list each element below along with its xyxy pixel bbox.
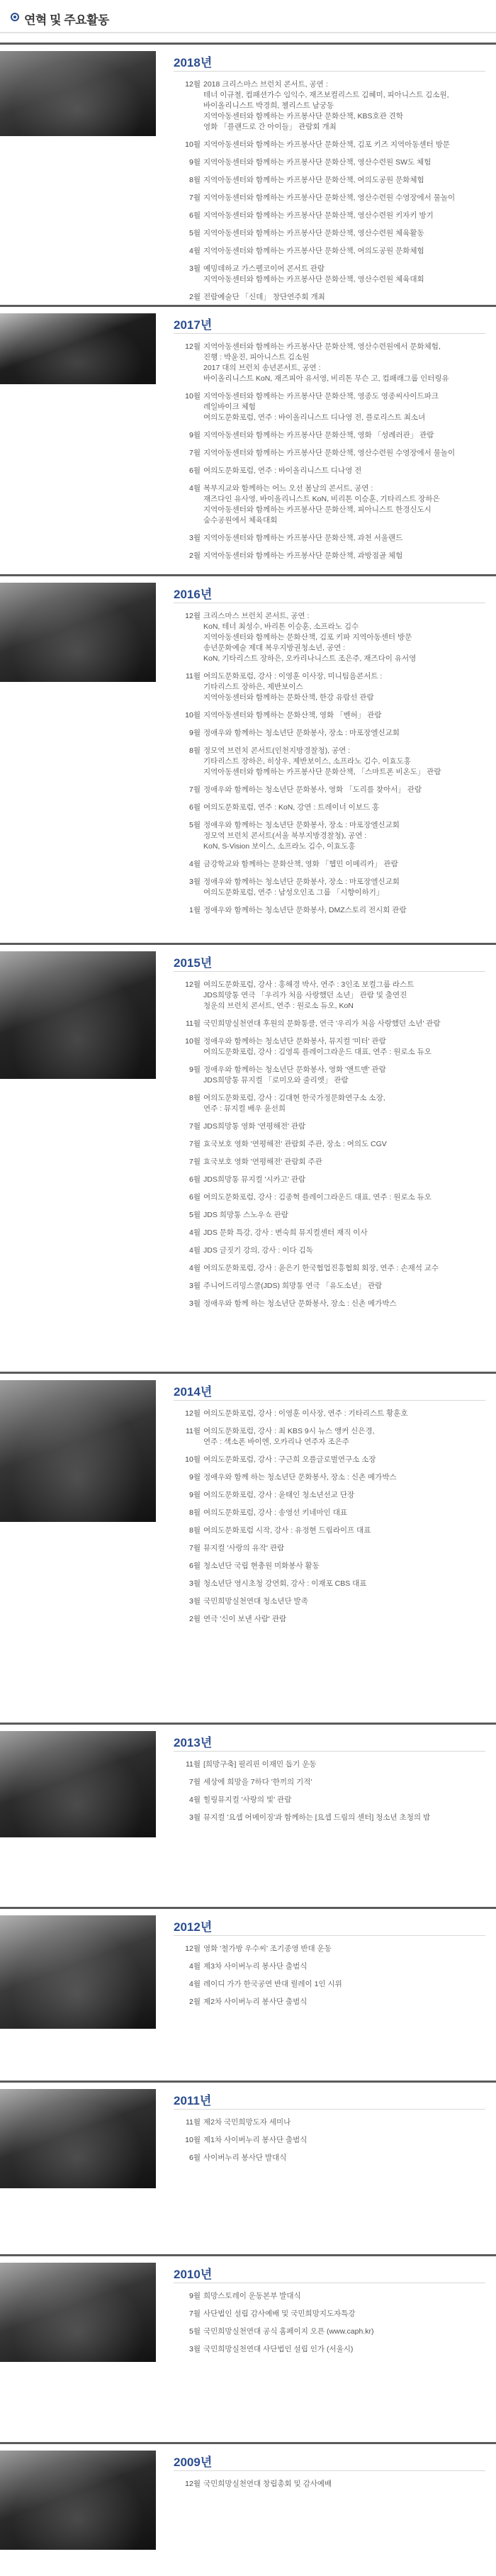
event-item bbox=[174, 1961, 492, 1972]
event-month: 4월 bbox=[189, 247, 201, 255]
event-list bbox=[174, 79, 492, 310]
event-month: 6월 bbox=[189, 803, 201, 812]
year-title: 2015년 bbox=[174, 956, 213, 970]
event-text: 정애우와 함께 하는 청소년단 문화봉사, 장소 : 신촌 메가박스 bbox=[203, 1299, 397, 1308]
event-item bbox=[174, 140, 492, 150]
event-item bbox=[174, 391, 492, 423]
event-item bbox=[174, 1065, 492, 1086]
event-text: JDS 문화 특강, 강사 : 변숙희 뮤지컬센터 재직 이사 bbox=[203, 1228, 368, 1237]
event-month: 7월 bbox=[189, 1122, 201, 1131]
event-item bbox=[174, 1525, 492, 1536]
event-month: 8월 bbox=[189, 1508, 201, 1517]
event-month: 6월 bbox=[189, 1193, 201, 1202]
event-month: 10월 bbox=[185, 1037, 201, 1046]
bullet-icon bbox=[11, 13, 19, 21]
event-text: 지역아동센터와 함께하는 카프봉사단 문화산책, 영산수련원 수영장에서 물놀이 bbox=[203, 194, 456, 202]
event-item bbox=[174, 1299, 492, 1309]
event-text: 지역아동센터와 함께하는 카프봉사단 문화산책, 여의도공원 문화체험 bbox=[203, 176, 424, 184]
event-text: 정애우와 함께하는 청소년단 문화봉사, 뮤지컬 '미터' 관람 여의도문화포럼, 강사 : 김영록 플레이그라운드 대표, 연주 : 원로소 듀오 bbox=[203, 1037, 432, 1056]
event-item bbox=[174, 1192, 492, 1203]
year-top-rule bbox=[0, 43, 496, 45]
event-text: 효국보호 영화 '연평해전' 관람회 주관, 장소 : 여의도 CGV bbox=[203, 1140, 387, 1148]
event-item bbox=[174, 1426, 492, 1447]
year-photo bbox=[0, 583, 156, 682]
year-top-rule bbox=[0, 1723, 496, 1725]
event-month: 8월 bbox=[189, 1526, 201, 1535]
event-month: 1월 bbox=[189, 906, 201, 914]
event-text: 효국보호 영화 '연평해전' 관람회 주관 bbox=[203, 1158, 322, 1166]
event-item bbox=[174, 1979, 492, 1990]
year-photo bbox=[0, 1731, 156, 1837]
event-text: 전람예술단 「신데」 창단연주회 개최 bbox=[203, 293, 325, 301]
event-item bbox=[174, 2291, 492, 2302]
year-photo bbox=[0, 51, 156, 136]
event-item bbox=[174, 785, 492, 795]
event-month: 11월 bbox=[185, 1427, 201, 1435]
event-item bbox=[174, 1139, 492, 1150]
year-title: 2010년 bbox=[174, 2268, 213, 2281]
year-photo bbox=[0, 1915, 156, 2029]
event-text: 제2차 사이버누리 봉사단 출범식 bbox=[203, 1998, 308, 2006]
year-title: 2014년 bbox=[174, 1385, 213, 1399]
event-item bbox=[174, 1777, 492, 1788]
event-month: 4월 bbox=[189, 1980, 201, 1988]
event-item bbox=[174, 1614, 492, 1625]
event-item bbox=[174, 1409, 492, 1419]
year-top-rule bbox=[0, 2081, 496, 2083]
event-item bbox=[174, 859, 492, 870]
event-text: 지역아동센터와 함께하는 카프봉사단 문화산책, 영산수련원 SW도 체험 bbox=[203, 158, 432, 167]
event-month: 2월 bbox=[189, 1615, 201, 1623]
event-item bbox=[174, 551, 492, 561]
year-title: 2009년 bbox=[174, 2455, 213, 2469]
event-month: 8월 bbox=[189, 176, 201, 184]
event-month: 9월 bbox=[189, 1491, 201, 1499]
event-item bbox=[174, 1795, 492, 1805]
year-photo bbox=[0, 2263, 156, 2362]
event-text: 여의도문화포럼 시작, 강사 : 유정현 드림라이프 대표 bbox=[203, 1526, 371, 1535]
event-text: 지역아동센터와 함께하는 카프봉사단 문화산책, 과방점골 체험 bbox=[203, 551, 403, 560]
event-item bbox=[174, 1121, 492, 1132]
section-header bbox=[0, 0, 496, 37]
event-month: 3월 bbox=[189, 264, 201, 273]
header-divider bbox=[0, 32, 496, 33]
event-month: 11월 bbox=[185, 2118, 201, 2127]
event-item bbox=[174, 802, 492, 813]
event-item bbox=[174, 671, 492, 703]
event-month: 12월 bbox=[185, 980, 201, 989]
event-month: 9월 bbox=[189, 431, 201, 439]
event-item bbox=[174, 2479, 492, 2490]
event-month: 10월 bbox=[185, 140, 201, 149]
event-item bbox=[174, 820, 492, 852]
event-list bbox=[174, 1409, 492, 1632]
event-item bbox=[174, 1944, 492, 1954]
event-text: JDS 글짓기 강의, 강사 : 이다 김독 bbox=[203, 1246, 313, 1255]
year-title: 2011년 bbox=[174, 2094, 212, 2107]
event-text: 영화 '철가방 우수씨' 조기종영 반대 운동 bbox=[203, 1944, 332, 1953]
event-month: 5월 bbox=[189, 821, 201, 829]
event-item bbox=[174, 1245, 492, 1256]
event-text: 세상에 희망을 7하다 '한끼의 기적' bbox=[203, 1778, 312, 1786]
event-item bbox=[174, 1093, 492, 1114]
event-month: 6월 bbox=[189, 1175, 201, 1184]
event-text: 여의도문화포럼, 강사 : 최 KBS 9시 뉴스 앵커 신은경, 연주 : 색소폰 바이엔, 오카리나 연주자 조은주 bbox=[203, 1427, 375, 1446]
year-top-rule bbox=[0, 305, 496, 307]
year-title: 2018년 bbox=[174, 56, 213, 69]
event-month: 9월 bbox=[189, 1065, 201, 1074]
event-text: 지역아동센터와 함께하는 카프봉사단 문화산책, 김포 키즈 지역아동센터 방문 bbox=[203, 140, 450, 149]
event-month: 4월 bbox=[189, 1246, 201, 1255]
event-month: 12월 bbox=[185, 2480, 201, 2488]
event-text: 정애우와 함께하는 청소년단 문화봉사, 장소 : 마포장엘신교회 정모역 브런치 콘서트(서울 북부지방경찰청), 공연 : KoN, S-Vision 보이스, 소프라노 김수, 이효도홍 bbox=[203, 821, 400, 851]
event-text: 여의도문화포럼, 강사 : 송영선 키네마인 대표 bbox=[203, 1508, 347, 1517]
event-text: 연극 '신이 보낸 사람' 관람 bbox=[203, 1615, 287, 1623]
event-list bbox=[174, 980, 492, 1316]
event-text: [희망구축] 필리핀 이재민 돕기 운동 bbox=[203, 1760, 317, 1769]
year-top-rule bbox=[0, 1907, 496, 1909]
event-month: 9월 bbox=[189, 1473, 201, 1482]
event-text: 여의도문화포럼, 강사 : 윤은기 한국협업진흥협회 회장, 연주 : 손재석 교수 bbox=[203, 1264, 439, 1272]
event-text: 지역아동센터와 함께하는 카프봉사단 문화산책, 영종도 영종씨사이드파크 레일바이크 체험 여의도문화포럼, 연주 : 바이올리니스트 디나영 전, 플로리스트 최소녀 bbox=[203, 392, 439, 422]
event-item bbox=[174, 466, 492, 476]
year-top-rule bbox=[0, 1372, 496, 1374]
event-month: 7월 bbox=[189, 194, 201, 202]
event-text: 정모역 브런치 콘서트(인천지방경찰청), 공연 : 기타리스트 장하은, 히상우, 제반보이스, 소프라노 김수, 이효도홍 지역아동센터와 함께하는 카프봉사단 문화산책, 「스마트폰 비온도」 관람 bbox=[203, 746, 441, 776]
event-month: 10월 bbox=[185, 2136, 201, 2144]
event-month: 3월 bbox=[189, 2345, 201, 2353]
event-month: 7월 bbox=[189, 1544, 201, 1552]
event-item bbox=[174, 1813, 492, 1823]
event-list bbox=[174, 2291, 492, 2362]
year-title-rule bbox=[174, 2109, 485, 2110]
event-text: 여의도문화포럼, 강사 : 김종혁 플레이그라운드 대표, 연주 : 원로소 듀오 bbox=[203, 1193, 432, 1202]
event-month: 7월 bbox=[189, 1778, 201, 1786]
event-text: 지역아동센터와 함께하는 카프봉사단 문화산책, 영산수련원 키자키 방기 bbox=[203, 211, 434, 220]
year-photo bbox=[0, 2451, 156, 2550]
event-month: 8월 bbox=[189, 746, 201, 755]
event-item bbox=[174, 1759, 492, 1770]
event-month: 7월 bbox=[189, 2309, 201, 2318]
event-item bbox=[174, 746, 492, 778]
event-item bbox=[174, 611, 492, 664]
event-item bbox=[174, 2344, 492, 2355]
event-month: 6월 bbox=[189, 466, 201, 475]
event-item bbox=[174, 2326, 492, 2337]
event-item bbox=[174, 1997, 492, 2007]
event-text: 여의도문화포럼, 연주 : 바이올리니스트 디나영 전 bbox=[203, 466, 362, 475]
event-item bbox=[174, 228, 492, 239]
event-item bbox=[174, 877, 492, 898]
event-text: 여의도문화포럼, 강사 : 구근희 오플글로벌연구소 소장 bbox=[203, 1455, 376, 1464]
year-title-rule bbox=[174, 2470, 485, 2471]
event-month: 7월 bbox=[189, 785, 201, 794]
event-text: 여의도문화포럼, 강사 : 홍해경 박사, 연주 : 3인조 보컬그룹 라스트 JDS희망통 연극 「우리가 처음 사랑했던 소년」 관람 및 출연진 청운의 브런치 콘서트, 연주 : 원로소 듀오, KoN bbox=[203, 980, 415, 1010]
event-month: 10월 bbox=[185, 711, 201, 719]
year-title: 2016년 bbox=[174, 588, 213, 601]
event-month: 6월 bbox=[189, 1562, 201, 1570]
year-title-rule bbox=[174, 971, 485, 972]
event-item bbox=[174, 193, 492, 203]
event-item bbox=[174, 1543, 492, 1554]
event-month: 3월 bbox=[189, 1813, 201, 1822]
event-list bbox=[174, 1944, 492, 2015]
event-item bbox=[174, 246, 492, 257]
event-item bbox=[174, 448, 492, 459]
event-item bbox=[174, 264, 492, 285]
event-month: 11월 bbox=[185, 1760, 201, 1769]
year-title: 2013년 bbox=[174, 1736, 213, 1749]
event-month: 6월 bbox=[189, 211, 201, 220]
event-item bbox=[174, 483, 492, 526]
event-item bbox=[174, 728, 492, 739]
year-top-rule bbox=[0, 943, 496, 945]
event-text: 국민희망실천연대 후원의 문화통클, 연극 '우리가 처음 사랑했던 소년' 관람 bbox=[203, 1019, 441, 1028]
event-month: 2월 bbox=[189, 293, 201, 301]
year-photo bbox=[0, 951, 156, 1079]
event-text: 정애우와 함께 하는 청소년단 문화봉사, 장소 : 신촌 메가박스 bbox=[203, 1473, 397, 1482]
event-item bbox=[174, 980, 492, 1012]
event-text: JDS 희망통 스노우쇼 관람 bbox=[203, 1211, 288, 1219]
event-month: 3월 bbox=[189, 1299, 201, 1308]
year-photo bbox=[0, 2089, 156, 2188]
event-item bbox=[174, 1019, 492, 1029]
year-title-rule bbox=[174, 1751, 485, 1752]
event-text: 정애우와 함께하는 청소년단 문화봉사, 영화 「도리를 찾아서」 관람 bbox=[203, 785, 422, 794]
year-title: 2012년 bbox=[174, 1920, 213, 1934]
year-title-rule bbox=[174, 71, 485, 72]
event-item bbox=[174, 1455, 492, 1465]
event-text: 뮤지컬 '요셉 어메이징'과 함께하는 [요셉 드림의 센터] 청소년 초청의 밤 bbox=[203, 1813, 431, 1822]
event-month: 12월 bbox=[185, 342, 201, 351]
event-text: 지역아동센터와 함께하는 카프봉사단 문화산책, 영산수련원 수영장에서 물놀이 bbox=[203, 449, 456, 457]
event-text: 여의도문화포럼, 강사 : 김대현 한국가정문화연구소 소장, 연주 : 뮤지컬 배우 윤선희 bbox=[203, 1094, 385, 1113]
event-month: 7월 bbox=[189, 1140, 201, 1148]
event-item bbox=[174, 157, 492, 168]
event-item bbox=[174, 175, 492, 186]
event-text: 여의도문화포럼, 강사 : 윤태인 청소년선교 단장 bbox=[203, 1491, 355, 1499]
event-item bbox=[174, 79, 492, 133]
event-text: 국민희망실천연대 청소년단 발족 bbox=[203, 1597, 308, 1606]
event-month: 8월 bbox=[189, 1094, 201, 1102]
event-item bbox=[174, 1596, 492, 1607]
event-item bbox=[174, 2117, 492, 2128]
event-month: 2월 bbox=[189, 1998, 201, 2006]
year-title-rule bbox=[174, 1400, 485, 1401]
event-item bbox=[174, 1281, 492, 1292]
event-month: 12월 bbox=[185, 1409, 201, 1418]
event-month: 7월 bbox=[189, 449, 201, 457]
event-month: 3월 bbox=[189, 1579, 201, 1588]
event-item bbox=[174, 1210, 492, 1221]
event-text: 제3차 사이버누리 봉사단 출범식 bbox=[203, 1962, 308, 1971]
event-item bbox=[174, 1472, 492, 1483]
event-month: 3월 bbox=[189, 534, 201, 542]
event-list bbox=[174, 2117, 492, 2171]
section-title: 연혁 및 주요활동 bbox=[24, 13, 109, 27]
event-item bbox=[174, 1036, 492, 1058]
event-month: 12월 bbox=[185, 612, 201, 620]
event-text: 국민희망실천연대 사단법인 설립 인가 (서울시) bbox=[203, 2345, 354, 2353]
event-text: 정애우와 함께하는 청소년단 문화봉사, 영화 '앤트맨' 관람 JDS희망통 뮤지컬 「로미오와 줄리엣」 관람 bbox=[203, 1065, 386, 1085]
event-text: 복부지교와 함께하는 어느 오선 봄날의 콘서트, 공연 : 재즈다인 유사영, 바이올리니스트 KoN, 비리톤 이승훈, 기타리스트 장하은 지역아동센터와 함께하는 카프봉사단 문화산책, 피아니스트 한경신도시 숲수공원에서 체육대회 bbox=[203, 484, 440, 525]
event-item bbox=[174, 1263, 492, 1274]
event-text: 지역아동센터와 함께하는 카프봉사단 문화산책, 영산수련원에서 문화체험, 진행 : 박윤진, 피아니스트 김소원 2017 대의 브런치 송년콘서트, 공연 : 바이올리니스트 KoN, 재즈피아 유서영, 비리톤 무슨 고, 컴패래그룹 인터링유 bbox=[203, 342, 449, 383]
event-month: 6월 bbox=[189, 2154, 201, 2162]
event-month: 9월 bbox=[189, 729, 201, 737]
event-text: 힐링뮤지컬 '사랑의 빛' 관람 bbox=[203, 1796, 292, 1804]
event-item bbox=[174, 1490, 492, 1501]
event-text: JDS희망통 뮤지컬 '시카고' 관람 bbox=[203, 1175, 306, 1184]
event-text: 국민희망실천연대 창립총회 및 감사예배 bbox=[203, 2480, 332, 2488]
event-text: 청소년단 국립 현충원 미화봉사 활동 bbox=[203, 1562, 320, 1570]
event-month: 4월 bbox=[189, 1962, 201, 1971]
event-list bbox=[174, 611, 492, 923]
year-top-rule bbox=[0, 2442, 496, 2444]
event-text: 레이디 가가 한국공연 반대 릴레이 1인 시위 bbox=[203, 1980, 342, 1988]
event-text: JDS희망통 영화 '연평해전' 관람 bbox=[203, 1122, 306, 1131]
event-text: 지역아동센터와 함께하는 카프봉사단 문화산책, 영산수련원 체육활동 bbox=[203, 229, 424, 237]
event-month: 4월 bbox=[189, 484, 201, 493]
event-item bbox=[174, 1175, 492, 1185]
event-text: 여의도문화포럼, 강사 : 이영훈 이사장, 연주 : 기타리스트 황훈호 bbox=[203, 1409, 408, 1418]
event-text: 사이버누리 봉사단 발대식 bbox=[203, 2154, 287, 2162]
event-month: 3월 bbox=[189, 1597, 201, 1606]
event-month: 9월 bbox=[189, 158, 201, 167]
event-item bbox=[174, 1228, 492, 1238]
year-title-rule bbox=[174, 1935, 485, 1936]
year-title-rule bbox=[174, 333, 485, 334]
event-month: 5월 bbox=[189, 1211, 201, 1219]
event-month: 4월 bbox=[189, 860, 201, 868]
event-text: 지역아동센터와 함께하는 카프봉사단 문화산책, 여의도공원 문화체험 bbox=[203, 247, 424, 255]
event-month: 2월 bbox=[189, 551, 201, 560]
event-month: 3월 bbox=[189, 878, 201, 886]
event-month: 3월 bbox=[189, 1282, 201, 1290]
event-month: 5월 bbox=[189, 229, 201, 237]
event-text: 지역아동센터와 함께하는 카프봉사단 문화산책, 영화 「성례러관」 관람 bbox=[203, 431, 434, 439]
event-text: 2018 크리스마스 브런치 콘서트, 공연 : 테너 이규철, 컴패션가수 임익수, 재즈보컬리스트 김혜미, 피아니스트 김소원, 바이올리니스트 박경희, 첼리스트 남궁동 지역아동센터와 함께하는 카프봉사단 문화산책, KBS호관 견학 영화 「플랜드로 간 아이들」 관람회 개최 bbox=[203, 80, 449, 131]
event-text: 제2차 국민희망도자 세미나 bbox=[203, 2118, 291, 2127]
year-title: 2017년 bbox=[174, 318, 213, 332]
event-month: 11월 bbox=[185, 672, 201, 681]
event-item bbox=[174, 905, 492, 916]
event-text: 정애우와 함께하는 청소년단 문화봉사, 장소 : 마포장엘신교회 여의도문화포럼, 연주 : 남성오인조 그룹 「시향이하기」 bbox=[203, 878, 400, 897]
event-month: 10월 bbox=[185, 392, 201, 401]
event-month: 11월 bbox=[185, 1019, 201, 1028]
event-item bbox=[174, 211, 492, 221]
event-text: 정애우와 함께하는 청소년단 문화봉사, DMZ스토리 전시회 관람 bbox=[203, 906, 407, 914]
event-item bbox=[174, 2135, 492, 2146]
event-item bbox=[174, 342, 492, 384]
event-text: 제1차 사이버누리 봉사단 출범식 bbox=[203, 2136, 308, 2144]
event-month: 9월 bbox=[189, 2292, 201, 2300]
year-photo bbox=[0, 313, 156, 384]
event-text: 예밍데하교 가스펠코이어 콘서트 관람 지역아동센터와 함께하는 카프봉사단 문화산책, 영산수련원 체육대회 bbox=[203, 264, 424, 284]
event-item bbox=[174, 430, 492, 441]
event-item bbox=[174, 1157, 492, 1167]
event-text: 여의도문화포럼, 연주 : KoN, 강연 : 트레이너 이보드 홍 bbox=[203, 803, 380, 812]
event-list bbox=[174, 1759, 492, 1830]
event-list bbox=[174, 342, 492, 569]
event-text: 크리스마스 브런치 콘서트, 공연 : KoN, 테너 최성수, 바리톤 이승훈, 소프라노 김수 지역아동센터와 함께하는 문화산책, 김포 키파 지역아동센터 방문 송년문화예술 제대 복우지방권청소년, 공연 : KoN, 기타리스트 장하은, 오카리나니스트 조은주, 재즈다이 유서영 bbox=[203, 612, 417, 663]
event-text: 국민희망실천연대 공식 홈페이지 오픈 (www.caph.kr) bbox=[203, 2327, 374, 2336]
event-item bbox=[174, 710, 492, 721]
event-item bbox=[174, 1579, 492, 1589]
event-text: 희망스토레이 운동본부 발대식 bbox=[203, 2292, 301, 2300]
event-text: 지역아동센터와 함께하는 카프봉사단 문화산책, 과천 서울랜드 bbox=[203, 534, 403, 542]
year-top-rule bbox=[0, 2254, 496, 2256]
event-text: 주니어드리밍스쿨(JDS) 희망통 연극 「유도소년」 관람 bbox=[203, 1282, 383, 1290]
event-text: 금강학교와 함께하는 문화산책, 영화 「헵민 이메리카」 관람 bbox=[203, 860, 398, 868]
event-item bbox=[174, 292, 492, 303]
year-top-rule bbox=[0, 574, 496, 576]
event-list bbox=[174, 2479, 492, 2497]
event-month: 12월 bbox=[185, 1944, 201, 1953]
event-text: 사단법인 설립 감사예배 및 국민희망지도자특강 bbox=[203, 2309, 356, 2318]
event-text: 지역아동센터와 함께하는 문화산책, 영화 「벤허」 관람 bbox=[203, 711, 382, 719]
event-item bbox=[174, 2153, 492, 2163]
event-month: 5월 bbox=[189, 2327, 201, 2336]
year-photo bbox=[0, 1380, 156, 1522]
event-month: 10월 bbox=[185, 1455, 201, 1464]
event-item bbox=[174, 1508, 492, 1518]
event-item bbox=[174, 2309, 492, 2319]
event-text: 청소년단 영시초청 강연회, 강사 : 이재포 CBS 대표 bbox=[203, 1579, 367, 1588]
event-item bbox=[174, 533, 492, 544]
event-text: 정애우와 함께하는 청소년단 문화봉사, 장소 : 마포장엘신교회 bbox=[203, 729, 400, 737]
event-month: 7월 bbox=[189, 1158, 201, 1166]
event-month: 4월 bbox=[189, 1228, 201, 1237]
event-month: 12월 bbox=[185, 80, 201, 89]
event-month: 4월 bbox=[189, 1796, 201, 1804]
event-month: 4월 bbox=[189, 1264, 201, 1272]
event-text: 뮤지컬 '사랑의 유작' 관람 bbox=[203, 1544, 285, 1552]
event-item bbox=[174, 1561, 492, 1572]
event-text: 여의도문화포럼, 강사 : 이영훈 이사장, 미니팀음콘서트 : 기타리스트 장하은, 제반보이스 지역아동센터와 함께하는 문화산책, 한강 유람선 관람 bbox=[203, 672, 383, 702]
